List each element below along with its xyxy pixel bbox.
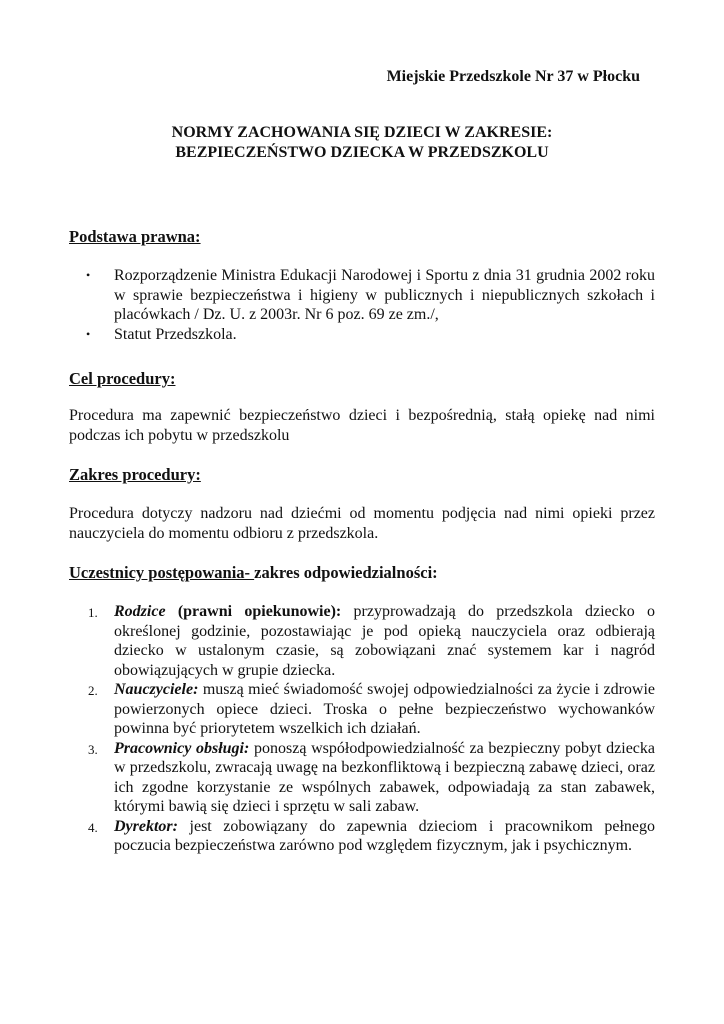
item-lead: Nauczyciele: — [114, 681, 199, 698]
purpose-heading: Cel procedury: — [69, 369, 176, 388]
item-paren: (prawni opiekunowie): — [165, 603, 342, 620]
title-line-1: NORMY ZACHOWANIA SIĘ DZIECI W ZAKRESIE: — [171, 124, 553, 141]
scope-heading: Zakres procedury: — [69, 465, 201, 484]
purpose-text: Procedura ma zapewnić bezpieczeństwo dzieci i bezpośrednią, stałą opiekę nad nimi podczas ich pobytu w przedszkolu — [69, 407, 655, 444]
title-line-2: BEZPIECZEŃSTWO DZIECKA W PRZEDSZKOLU — [175, 144, 549, 161]
list-item — [69, 739, 655, 817]
list-item: • Rozporządzenie Ministra Edukacji Narodowej i Sportu z dnia 31 grudnia 2002 roku w sprawie bezpieczeństwa i higieny w publicznych i niepublicznych szkołach i placówkach / Dz. U. z 2003r. Nr 6 poz. 69 ze zm./, — [69, 266, 655, 325]
legal-basis-list — [69, 266, 655, 344]
item-text: muszą mieć świadomość swojej odpowiedzialności za życie i zdrowie powierzonych opiece dzieci. Troska o pełne bezpieczeństwo wychowanków powinna być priorytetem wszelkich ich działań. — [114, 681, 655, 737]
participants-list — [69, 602, 655, 856]
item-number: 2. — [88, 683, 98, 698]
scope-text: Procedura dotyczy nadzoru nad dziećmi od momentu podjęcia nad nimi opieki przez nauczyciela do momentu odbioru z przedszkola. — [69, 505, 655, 542]
list-item — [69, 680, 655, 739]
item-text: przyprowadzają do przedszkola dziecko o określonej godzinie, pozostawiając je pod opieką nauczyciela oraz odbierają dziecko w ustalonym czasie, są zobowiązani znać systemem kar i nagród obowiązujących w grupie dziecka. — [114, 603, 655, 679]
item-number: 3. — [88, 741, 98, 757]
participants-heading-rest: zakres odpowiedzialności: — [254, 563, 438, 582]
item-number: 1. — [88, 605, 98, 620]
participants-heading — [69, 563, 438, 583]
list-item — [69, 817, 655, 856]
list-item — [69, 602, 655, 680]
document-title — [0, 123, 724, 163]
item-text: ponoszą współodpowiedzialność za bezpieczny pobyt dziecka w przedszkolu, zwracają uwagę na bezkonfliktową i bezpieczną zabawę dzieci, oraz ich zgodne korzystanie ze wspólnych zabawek, odpowiadają za stan zabawek, którymi bawią się dzieci i sprzętu w sali zabaw. — [114, 739, 655, 815]
institution-header: Miejskie Przedszkole Nr 37 w Płocku — [386, 68, 640, 85]
item-lead: Dyrektor: — [114, 817, 178, 835]
item-text: jest zobowiązany do zapewnia dzieciom i pracownikom pełnego poczucia bezpieczeństwa zarówno pod względem fizycznym, jak i psychicznym. — [114, 817, 655, 854]
participants-heading-underlined: Uczestnicy postępowania- — [69, 563, 255, 582]
item-lead: Rodzice — [114, 603, 166, 620]
list-item: • Statut Przedszkola. — [69, 325, 655, 345]
item-number: 4. — [88, 819, 98, 835]
item-lead: Pracownicy obsługi: — [114, 739, 250, 757]
legal-basis-heading: Podstawa prawna: — [69, 227, 201, 246]
